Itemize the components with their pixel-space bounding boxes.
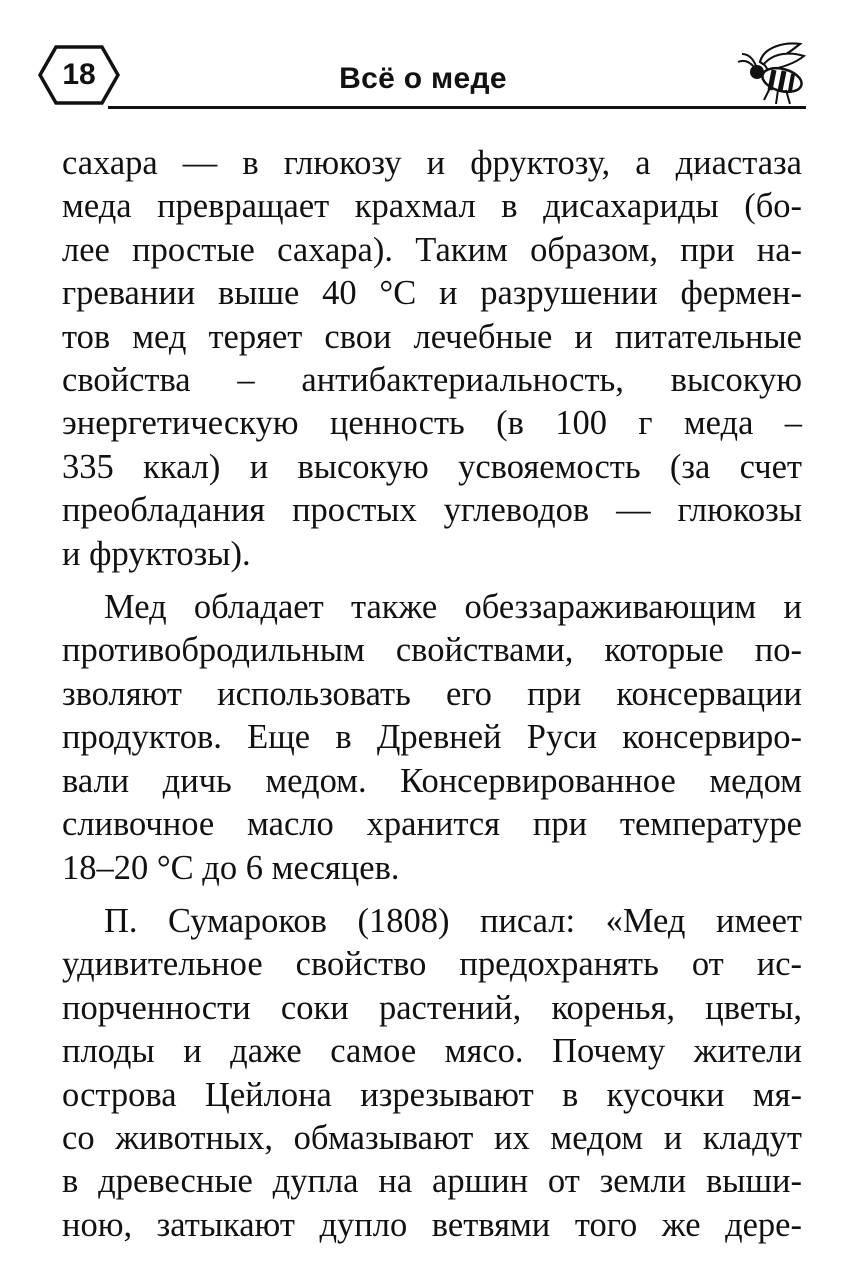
paragraph-2 (62, 586, 802, 890)
text-line: П. Сумароков (1808) писал: «Мед имеет (104, 901, 802, 940)
text-line: 335 ккал) и высокую усвояемость (за счет (62, 447, 802, 486)
text-line: гревании выше 40 °С и разрушении фермен- (62, 274, 802, 313)
text-line: лее простые сахара). Таким образом, при на- (62, 230, 802, 269)
text-line: зволяют использовать его при консервации (62, 674, 802, 713)
running-title: Всё о меде (339, 62, 507, 95)
text-line: энергетическую ценность (в 100 г меда – (62, 404, 802, 443)
text-line: вали дичь медом. Консервированное медом (62, 761, 802, 800)
body-text (62, 142, 802, 1247)
text-line: 18–20 °С до 6 месяцев. (62, 848, 400, 887)
text-line: ною, затыкают дупло ветвями того же дере- (62, 1205, 802, 1244)
text-line: продуктов. Еще в Древней Руси консервиро- (62, 718, 802, 757)
text-line: порченности соки растений, коренья, цветы, (62, 988, 802, 1027)
paragraph-1 (62, 142, 802, 576)
paragraph-3 (62, 900, 802, 1247)
text-line: плоды и даже самое мясо. Почему жители (62, 1032, 802, 1071)
text-line: Мед обладает также обеззараживающим и (104, 588, 802, 627)
text-line: удивительное свойство предохранять от ис- (62, 945, 802, 984)
text-line: тов мед теряет свои лечебные и питательные (62, 317, 802, 356)
text-line: и фруктозы). (62, 534, 251, 573)
text-line: со животных, обмазывают их медом и кладут (62, 1118, 802, 1157)
text-line: острова Цейлона изрезывают в кусочки мя- (62, 1075, 802, 1114)
text-line: в древесные дупла на аршин от земли выши- (62, 1162, 802, 1201)
text-line: свойства – антибактериальность, высокую (62, 361, 802, 400)
page-header (38, 40, 808, 114)
text-line: противобродильным свойствами, которые по- (62, 631, 802, 670)
text-line: сливочное масло хранится при температуре (62, 805, 802, 844)
bee-icon (730, 40, 808, 108)
text-line: преобладания простых углеводов — глюкозы (62, 491, 802, 530)
page-number: 18 (62, 58, 96, 91)
text-line: меда превращает крахмал в дисахариды (бо- (62, 187, 802, 226)
text-line: сахара — в глюкозу и фруктозу, а диастаза (62, 144, 802, 182)
header-rule (108, 106, 806, 109)
